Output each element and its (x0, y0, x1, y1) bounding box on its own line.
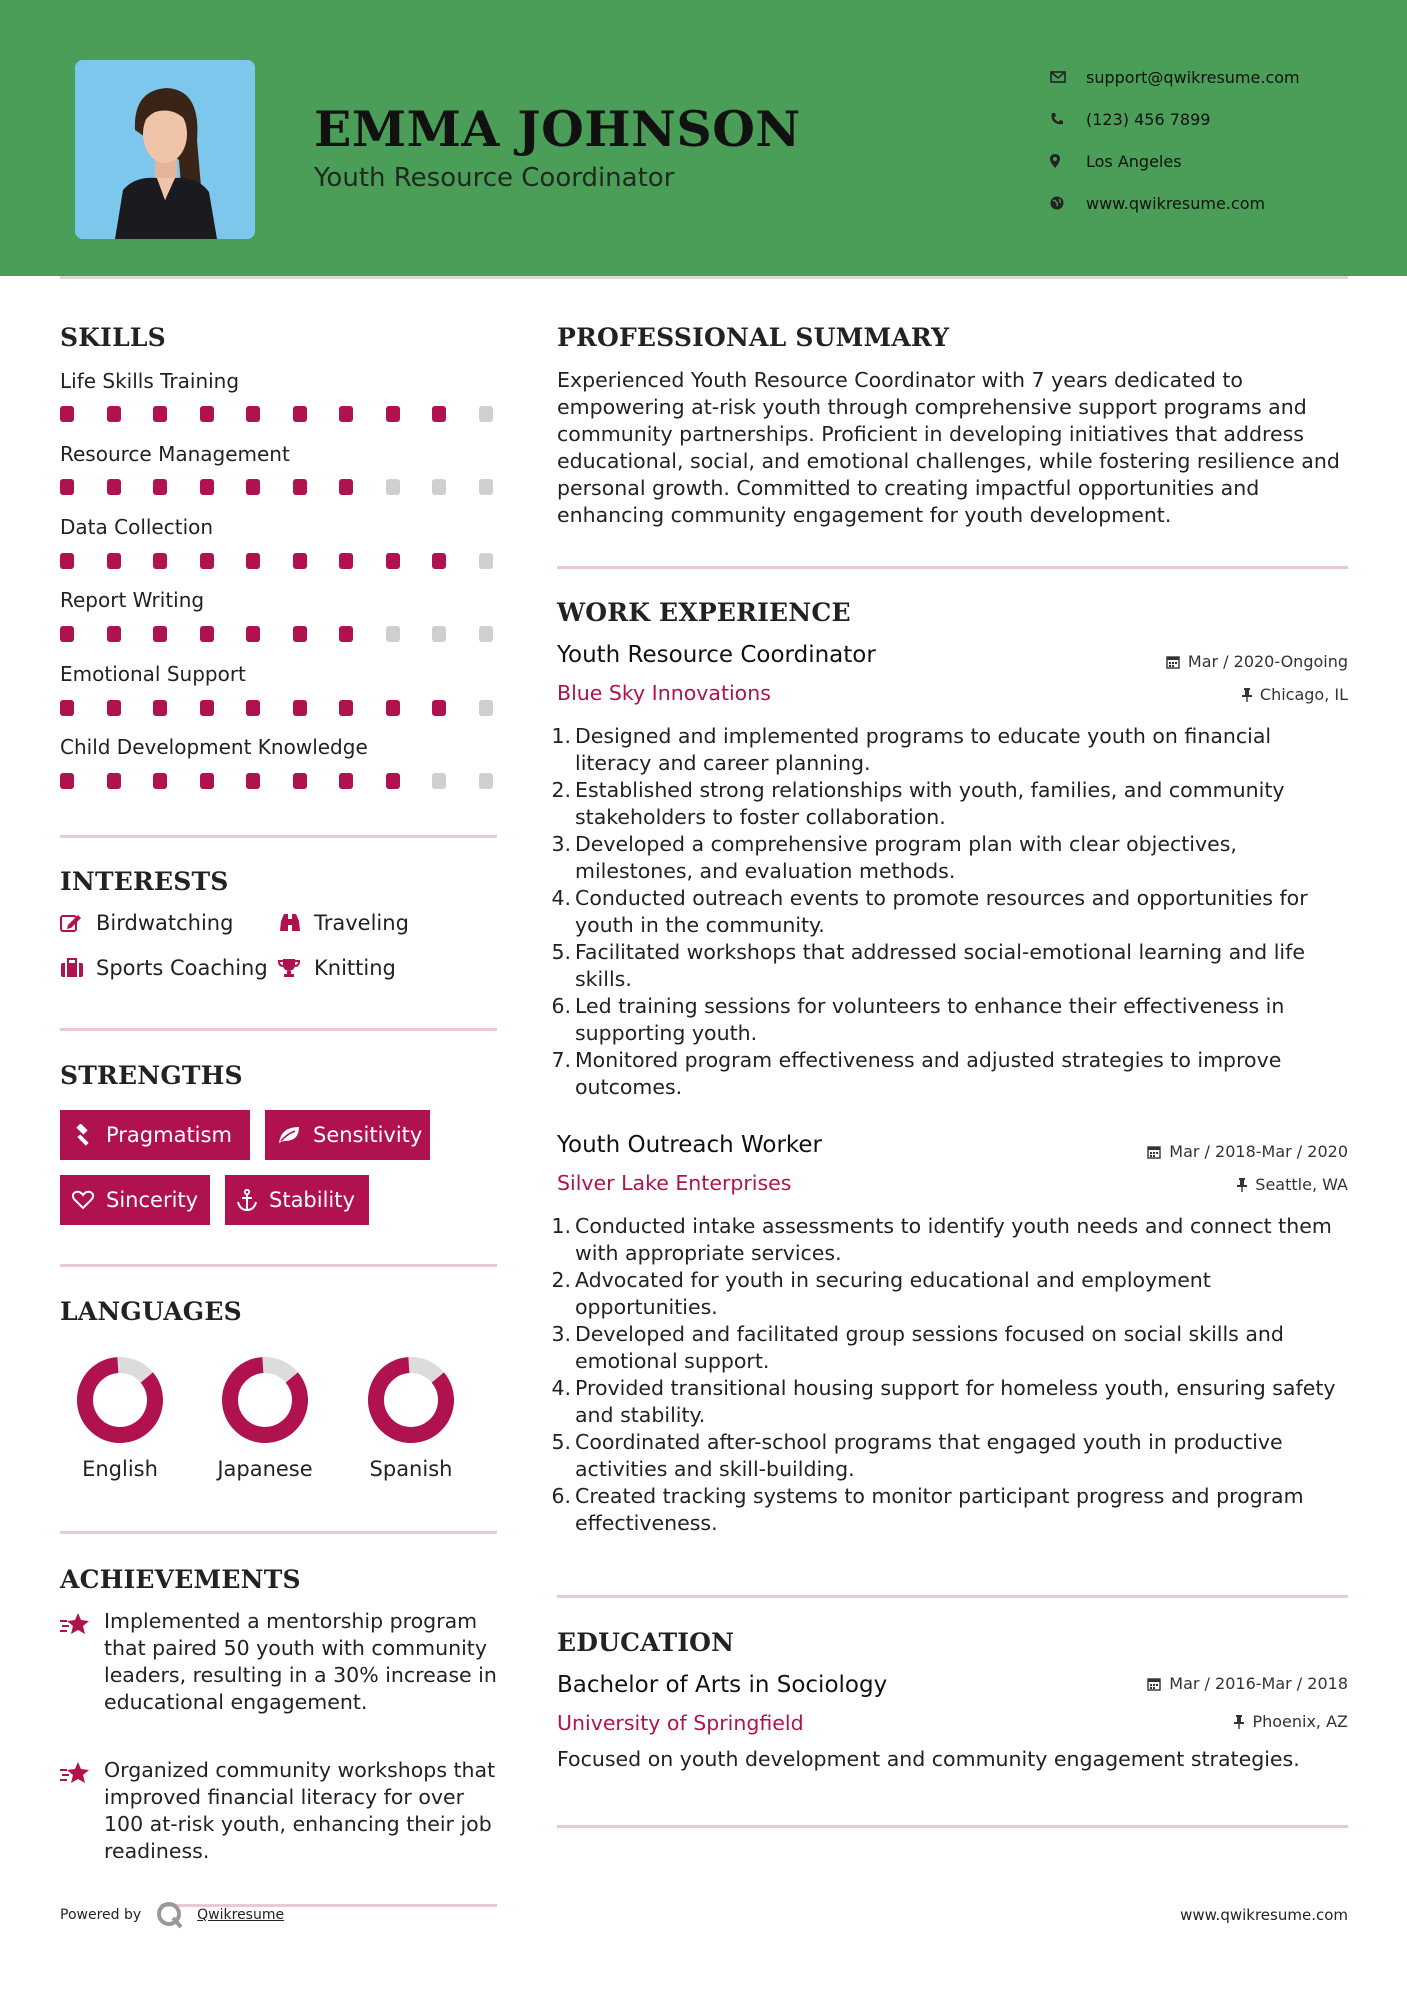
company-name: Silver Lake Enterprises (557, 1171, 792, 1195)
map-marker-icon (1050, 154, 1086, 168)
phone-icon (1050, 112, 1086, 126)
job-bullets (548, 723, 1348, 1101)
strength-badge (60, 1110, 250, 1160)
envelope-icon (1050, 71, 1086, 83)
skill-dot-filled (339, 553, 353, 569)
job-title: Youth Outreach Worker (557, 1132, 823, 1158)
skill-rating (60, 626, 525, 642)
skill-dot-empty (479, 553, 493, 569)
star-icon (60, 1757, 104, 1865)
skill-rating (60, 406, 525, 422)
language-item (346, 1355, 476, 1481)
calendar-icon (1166, 655, 1180, 669)
language-item (55, 1355, 185, 1481)
skill-dot-filled (107, 553, 121, 569)
language-ring (220, 1355, 310, 1445)
achievement-item (60, 1757, 500, 1865)
job-bullet-text: Conducted outreach events to promote resources and opportunities for youth in the community. (575, 886, 1308, 937)
skill-dot-filled (200, 479, 214, 495)
skill-dot-empty (479, 479, 493, 495)
job-title: Youth Resource Coordinator (557, 642, 876, 668)
job-bullet-text: Advocated for youth in securing educational and employment opportunities. (575, 1268, 1211, 1319)
contact-email-text: support@qwikresume.com (1086, 67, 1300, 87)
language-label: Japanese (217, 1457, 313, 1481)
skill-dot-filled (339, 773, 353, 789)
education-location (1234, 1712, 1348, 1731)
job-bullet-text: Developed a comprehensive program plan with clear objectives, milestones, and evaluation methods. (575, 832, 1237, 883)
contact-list (1050, 56, 1300, 224)
skill-name: Report Writing (60, 588, 205, 612)
summary-title: PROFESSIONAL SUMMARY (557, 323, 950, 352)
calendar-icon (1147, 1145, 1161, 1159)
job-bullet: 3. Developed and facilitated group sessions focused on social skills and emotional support. (548, 1321, 1348, 1375)
job-date-text: Mar / 2020-Ongoing (1187, 652, 1348, 671)
skill-dot-filled (200, 553, 214, 569)
candidate-name: EMMA JOHNSON (314, 100, 801, 158)
skill-dot-empty (432, 773, 446, 789)
education-description: Focused on youth development and community engagement strategies. (557, 1747, 1300, 1771)
summary-text: Experienced Youth Resource Coordinator with 7 years dedicated to empowering at-risk youth through comprehensive support programs and community partnerships. Proficient in developing initiatives that address educational, social, and emotional challenges, while fostering resilience and personal growth. Committed to creating impactful opportunities and enhancing community engagement for youth development. (557, 368, 1340, 527)
skill-dot-filled (107, 406, 121, 422)
gavel-icon (72, 1124, 94, 1146)
globe-icon (1050, 196, 1086, 210)
section-divider (60, 1531, 497, 1534)
skill-dot-filled (60, 626, 74, 642)
contact-location-text: Los Angeles (1086, 151, 1182, 171)
achievements-title: ACHIEVEMENTS (60, 1565, 301, 1594)
skill-dot-filled (153, 406, 167, 422)
education-date (1147, 1674, 1348, 1693)
skill-dot-filled (200, 406, 214, 422)
interests-title: INTERESTS (60, 867, 229, 896)
job-bullet-text: Developed and facilitated group sessions focused on social skills and emotional support. (575, 1322, 1284, 1373)
resume-header (0, 0, 1407, 276)
skill-dot-filled (153, 479, 167, 495)
job-location-text: Chicago, IL (1259, 685, 1348, 704)
skills-title: SKILLS (60, 323, 166, 352)
interest-label: Birdwatching (96, 911, 234, 935)
languages-title: LANGUAGES (60, 1297, 242, 1326)
section-divider (60, 1028, 497, 1031)
interest-label: Knitting (314, 956, 396, 980)
skill-dot-filled (107, 479, 121, 495)
job-bullet-text: Designed and implemented programs to educate youth on financial literacy and career planning. (575, 724, 1272, 775)
skill-dot-filled (60, 406, 74, 422)
skill-dot-filled (246, 553, 260, 569)
strength-label: Stability (269, 1188, 355, 1212)
skill-dot-filled (339, 626, 353, 642)
skill-dot-empty (479, 773, 493, 789)
skill-dot-filled (153, 773, 167, 789)
contact-email[interactable] (1050, 56, 1300, 98)
powered-by-text: Powered by (60, 1907, 142, 1923)
job-date (1166, 652, 1348, 671)
skill-dot-filled (339, 406, 353, 422)
job-bullet-text: Established strong relationships with youth, families, and community stakeholders to foster collaboration. (575, 778, 1285, 829)
calendar-icon (1147, 1677, 1161, 1691)
achievement-text: Implemented a mentorship program that paired 50 youth with community leaders, resulting in a 30% increase in educational engagement. (104, 1609, 497, 1714)
achievement-text: Organized community workshops that improved financial literacy for over 100 at-risk youth, enhancing their job readiness. (104, 1758, 496, 1863)
strength-label: Pragmatism (106, 1123, 232, 1147)
skill-dot-filled (293, 406, 307, 422)
skill-dot-filled (293, 479, 307, 495)
job-bullet-text: Led training sessions for volunteers to enhance their effectiveness in supporting youth. (575, 994, 1285, 1045)
qwikresume-link[interactable]: Qwikresume (197, 1907, 285, 1923)
skill-dot-empty (386, 479, 400, 495)
interest-item (60, 956, 268, 980)
skill-dot-filled (246, 700, 260, 716)
footer-url[interactable]: www.qwikresume.com (1180, 1906, 1348, 1924)
skill-dot-filled (107, 626, 121, 642)
skill-dot-filled (107, 773, 121, 789)
job-bullet-text: Coordinated after-school programs that engaged youth in productive activities and skill-building. (575, 1430, 1283, 1481)
profile-photo (75, 60, 255, 239)
language-item (200, 1355, 330, 1481)
skill-name: Data Collection (60, 515, 214, 539)
strengths-title: STRENGTHS (60, 1061, 243, 1090)
job-bullet: 4. Provided transitional housing support for homeless youth, ensuring safety and stability. (548, 1375, 1348, 1429)
job-bullet-text: Facilitated workshops that addressed social-emotional learning and life skills. (575, 940, 1305, 991)
skill-dot-filled (153, 626, 167, 642)
strength-badge (265, 1110, 430, 1160)
job-date-text: Mar / 2018-Mar / 2020 (1169, 1142, 1348, 1161)
skill-dot-filled (200, 626, 214, 642)
contact-location (1050, 140, 1300, 182)
skill-dot-filled (293, 773, 307, 789)
candidate-role: Youth Resource Coordinator (314, 163, 675, 193)
suitcase-icon (60, 958, 96, 978)
strength-label: Sincerity (106, 1188, 199, 1212)
skill-dot-empty (479, 406, 493, 422)
education-title: EDUCATION (557, 1628, 735, 1657)
skill-dot-filled (432, 700, 446, 716)
job-bullet-text: Monitored program effectiveness and adjusted strategies to improve outcomes. (575, 1048, 1282, 1099)
skill-name: Life Skills Training (60, 369, 240, 393)
skill-dot-filled (60, 479, 74, 495)
contact-website[interactable] (1050, 182, 1300, 224)
skill-dot-filled (246, 479, 260, 495)
strength-badge (60, 1175, 210, 1225)
job-bullet: 5. Facilitated workshops that addressed social-emotional learning and life skills. (548, 939, 1348, 993)
skill-dot-empty (432, 479, 446, 495)
job-bullet: 2. Established strong relationships with youth, families, and community stakeholders to foster collaboration. (548, 777, 1348, 831)
skill-dot-filled (293, 626, 307, 642)
skill-dot-filled (60, 700, 74, 716)
section-divider (557, 1825, 1348, 1828)
skill-dot-filled (432, 406, 446, 422)
job-bullet-text: Created tracking systems to monitor participant progress and program effectiveness. (575, 1484, 1304, 1535)
skill-dot-filled (293, 553, 307, 569)
company-name: Blue Sky Innovations (557, 681, 771, 705)
language-ring (366, 1355, 456, 1445)
skill-name: Resource Management (60, 442, 290, 466)
job-bullet: 1. Designed and implemented programs to educate youth on financial literacy and career planning. (548, 723, 1348, 777)
job-bullet: 7. Monitored program effectiveness and adjusted strategies to improve outcomes. (548, 1047, 1348, 1101)
language-ring (75, 1355, 165, 1445)
job-bullet: 3. Developed a comprehensive program plan with clear objectives, milestones, and evaluation methods. (548, 831, 1348, 885)
anchor-icon (237, 1189, 257, 1211)
skill-dot-filled (339, 479, 353, 495)
interest-item (278, 911, 409, 935)
interest-item (60, 911, 233, 935)
skill-dot-filled (60, 553, 74, 569)
leaf-icon (277, 1125, 301, 1145)
skill-dot-filled (200, 773, 214, 789)
job-bullets (548, 1213, 1348, 1537)
pushpin-icon (1237, 1178, 1247, 1192)
strength-label: Sensitivity (313, 1123, 423, 1147)
section-divider (557, 1595, 1348, 1598)
pushpin-icon (1234, 1715, 1244, 1729)
skill-dot-empty (386, 626, 400, 642)
binoculars-icon (278, 913, 314, 933)
strength-badge (225, 1175, 369, 1225)
skill-rating (60, 553, 525, 569)
trophy-icon (278, 958, 314, 978)
skill-dot-filled (246, 406, 260, 422)
job-location (1237, 1175, 1348, 1194)
skill-dot-filled (200, 700, 214, 716)
edit-icon (60, 913, 96, 933)
skill-dot-filled (386, 773, 400, 789)
skill-dot-filled (386, 553, 400, 569)
interest-label: Traveling (314, 911, 409, 935)
job-date (1147, 1142, 1348, 1161)
contact-phone-text: (123) 456 7899 (1086, 109, 1211, 129)
contact-website-text: www.qwikresume.com (1086, 193, 1266, 213)
skill-dot-filled (246, 773, 260, 789)
interest-item (278, 956, 396, 980)
skill-name: Child Development Knowledge (60, 735, 368, 759)
skill-dot-filled (386, 406, 400, 422)
education-location-text: Phoenix, AZ (1252, 1712, 1348, 1731)
job-bullet: 1. Conducted intake assessments to identify youth needs and connect them with appropriate services. (548, 1213, 1348, 1267)
star-icon (60, 1608, 104, 1716)
header-divider (60, 276, 1348, 279)
skill-dot-filled (107, 700, 121, 716)
education-date-text: Mar / 2016-Mar / 2018 (1169, 1674, 1348, 1693)
skill-dot-filled (432, 553, 446, 569)
skill-dot-filled (293, 700, 307, 716)
language-label: English (82, 1457, 158, 1481)
language-label: Spanish (369, 1457, 453, 1481)
section-divider (60, 1264, 497, 1267)
heart-icon (72, 1190, 94, 1210)
job-bullet-text: Conducted intake assessments to identify youth needs and connect them with appropriate services. (575, 1214, 1332, 1265)
powered-by (60, 1900, 284, 1930)
skill-dot-filled (246, 626, 260, 642)
achievement-item (60, 1608, 500, 1716)
skill-rating (60, 700, 525, 716)
job-bullet-text: Provided transitional housing support for homeless youth, ensuring safety and stability. (575, 1376, 1336, 1427)
qwikresume-logo-icon (155, 1900, 185, 1930)
skill-dot-filled (153, 553, 167, 569)
section-divider (557, 566, 1348, 569)
skill-dot-filled (386, 700, 400, 716)
skill-rating (60, 773, 525, 789)
pushpin-icon (1242, 688, 1252, 702)
skill-dot-filled (153, 700, 167, 716)
skill-rating (60, 479, 525, 495)
school-name: University of Springfield (557, 1711, 804, 1735)
job-bullet: 5. Coordinated after-school programs that engaged youth in productive activities and skill-building. (548, 1429, 1348, 1483)
section-divider (60, 835, 497, 838)
job-bullet: 6. Created tracking systems to monitor participant progress and program effectiveness. (548, 1483, 1348, 1537)
skill-dot-filled (339, 700, 353, 716)
job-bullet: 6. Led training sessions for volunteers to enhance their effectiveness in supporting youth. (548, 993, 1348, 1047)
job-bullet: 2. Advocated for youth in securing educational and employment opportunities. (548, 1267, 1348, 1321)
skill-dot-empty (479, 700, 493, 716)
skill-dot-empty (479, 626, 493, 642)
degree-title: Bachelor of Arts in Sociology (557, 1672, 888, 1698)
experience-title: WORK EXPERIENCE (557, 598, 851, 627)
skill-dot-filled (60, 773, 74, 789)
skill-dot-empty (432, 626, 446, 642)
skill-name: Emotional Support (60, 662, 246, 686)
contact-phone[interactable] (1050, 98, 1300, 140)
job-location-text: Seattle, WA (1255, 1175, 1348, 1194)
job-bullet: 4. Conducted outreach events to promote resources and opportunities for youth in the community. (548, 885, 1348, 939)
job-location (1242, 685, 1348, 704)
interest-label: Sports Coaching (96, 956, 268, 980)
